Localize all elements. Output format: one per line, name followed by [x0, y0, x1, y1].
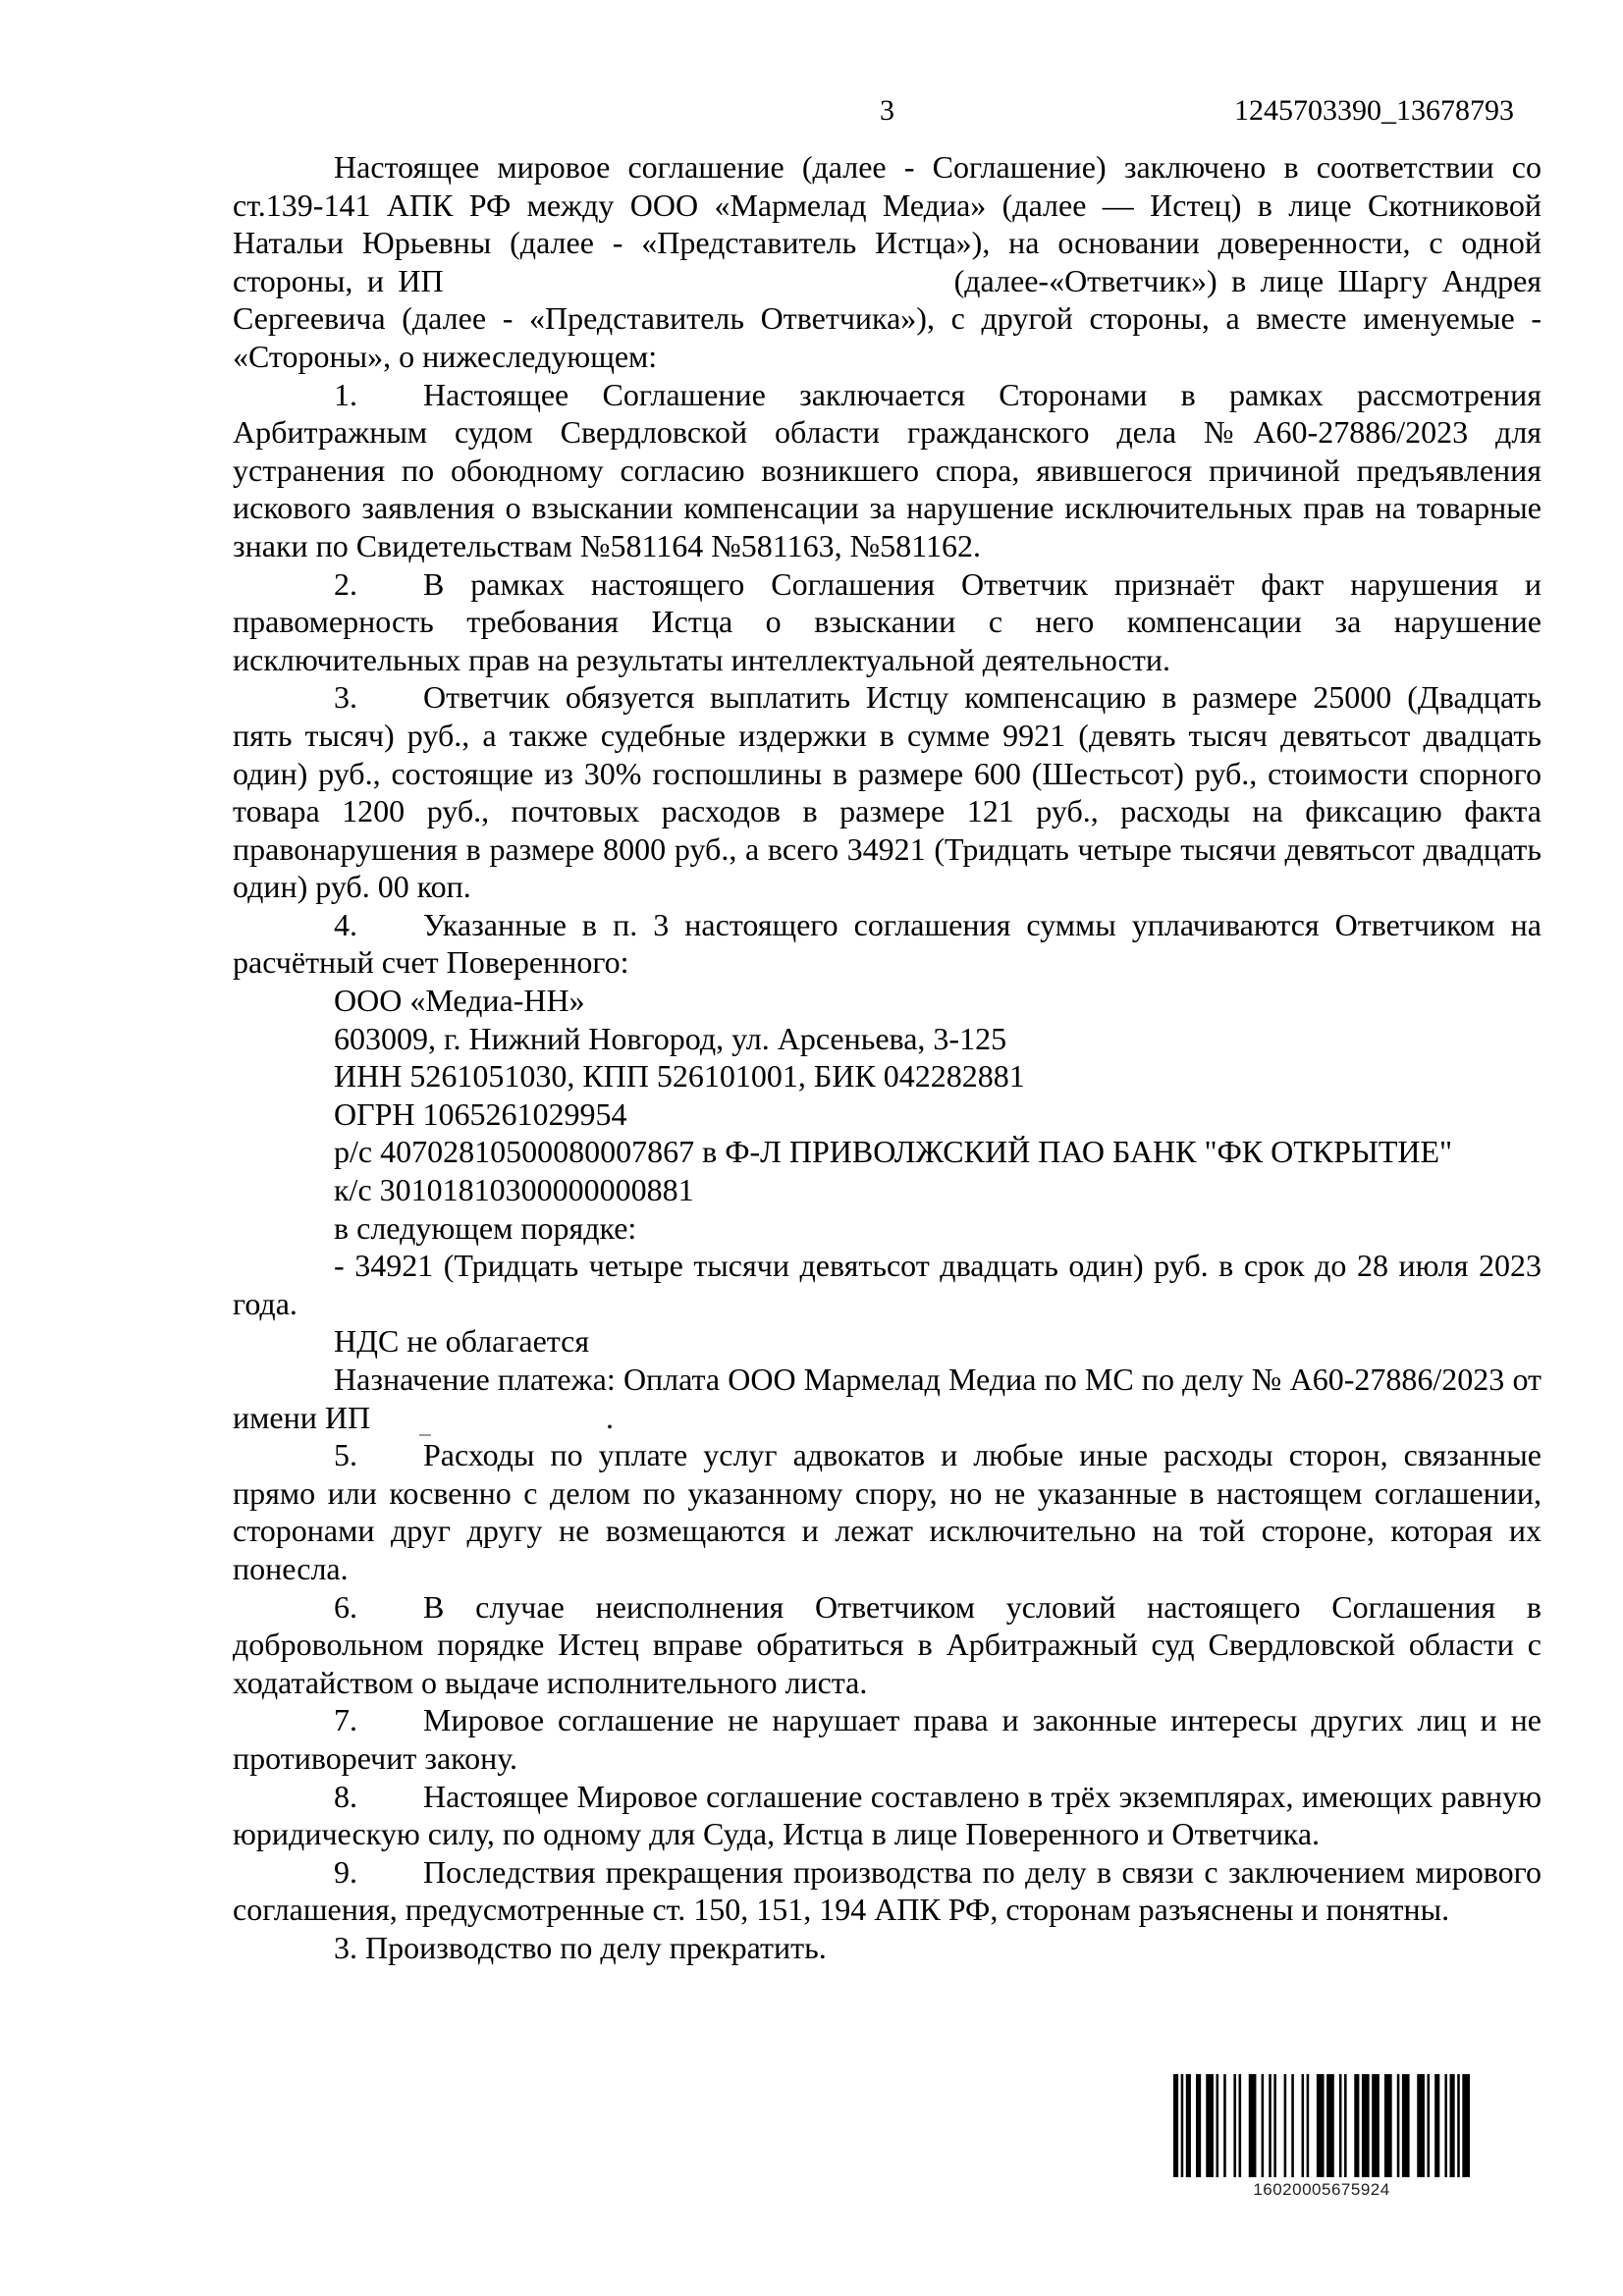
payment-purpose	[233, 1361, 1542, 1436]
clause-4	[233, 906, 1542, 982]
clause-5-text: Расходы по уплате услуг адвокатов и любые иные расходы сторон, связанные прямо или косвенно с делом по указанному спору, но не указанные в настоящем соглашении, сторонами друг другу не возмещаются и лежат исключительно на той стороне, которая их понесла.	[233, 1437, 1542, 1586]
vat-note: НДС не облагается	[334, 1323, 590, 1360]
clause-7	[233, 1701, 1542, 1777]
clause-7-number: 7.	[334, 1702, 357, 1738]
case-termination-line: 3. Производство по делу прекратить.	[334, 1929, 827, 1965]
payment-purpose-period: .	[606, 1399, 615, 1435]
agreement-intro	[233, 148, 1542, 376]
clause-2	[233, 565, 1542, 679]
barcode-number: 16020005675924	[1253, 2180, 1390, 2199]
clause-2-text: В рамках настоящего Соглашения Ответчик признаёт факт нарушения и правомерность требования Истца о взыскании с него компенсации за нарушение исключительных прав на результаты интеллектуальной деятельности.	[233, 565, 1542, 677]
clause-7-text: Мировое соглашение не нарушает права и законные интересы других лиц и не противоречит закону.	[233, 1702, 1542, 1776]
tab-spacer	[357, 934, 423, 935]
corr-account-line: к/с 30101810300000000881	[334, 1172, 694, 1208]
barcode	[1173, 2074, 1470, 2200]
clause-6-text: В случае неисполнения Ответчиком условий настоящего Соглашения в добровольном порядке Истец вправе обратиться в Арбитражный суд Свердловской области с ходатайством о выдаче исполнительного листа.	[233, 1588, 1542, 1700]
clause-8-text: Настоящее Мировое соглашение составлено в трёх экземплярах, имеющих равную юридическую силу, по одному для Суда, Истца в лице Поверенного и Ответчика.	[233, 1778, 1542, 1852]
tab-spacer	[357, 404, 423, 405]
clause-6	[233, 1588, 1542, 1702]
tab-spacer	[357, 1617, 423, 1618]
tab-spacer	[357, 707, 423, 708]
tab-spacer	[357, 594, 423, 595]
tab-spacer	[357, 1806, 423, 1807]
clause-9	[233, 1853, 1542, 1929]
page-number: 3	[880, 94, 894, 127]
settlement-account-line: р/с 40702810500080007867 в Ф-Л ПРИВОЛЖСКИЙ ПАО БАНК "ФК ОТКРЫТИЕ"	[334, 1134, 1453, 1170]
intro-text-after-redaction: (далее-«Ответчик») в лице Шаргу Андрея Сергеевича (далее - «Представитель Ответчика»), с другой стороны, а вместе именуемые - «Стороны», о нижеследующем:	[233, 262, 1542, 374]
ogrn-line: ОГРН 1065261029954	[334, 1095, 627, 1132]
intro-text-before-redaction: Настоящее мировое соглашение (далее - Соглашение) заключено в соответствии со ст.139-141 АПК РФ между ООО «Мармелад Медиа» (далее — Истец) в лице Скотниковой Натальи Юрьевны (далее - «Представитель Истца»), на основании доверенности, с одной стороны, и ИП	[233, 149, 1542, 298]
clause-8	[233, 1778, 1542, 1853]
clause-3-number: 3.	[334, 679, 357, 716]
barcode-bars-icon	[1173, 2074, 1470, 2177]
clause-9-text: Последствия прекращения производства по делу в связи с заключением мирового соглашения, предусмотренные ст. 150, 151, 194 АПК РФ, сторонам разъяснены и понятны.	[233, 1853, 1542, 1928]
inn-kpp-bik-line: ИНН 5261051030, КПП 526101001, БИК 042282881	[334, 1058, 1025, 1095]
clause-9-number: 9.	[334, 1853, 357, 1890]
clause-3	[233, 678, 1542, 906]
clause-5	[233, 1436, 1542, 1587]
payee-name-line: ООО «Медиа-НН»	[334, 983, 585, 1019]
document-id: 1245703390_13678793	[1234, 94, 1514, 127]
tab-spacer	[357, 1882, 423, 1883]
tab-spacer	[357, 1730, 423, 1731]
payee-address-line: 603009, г. Нижний Новгород, ул. Арсеньева, 3-125	[334, 1020, 1007, 1056]
redacted-respondent-name	[444, 291, 954, 292]
clause-1-text: Настоящее Соглашение заключается Сторонами в рамках рассмотрения Арбитражным судом Свердловской области гражданского дела №А60-27886/2023 для устранения по обоюдному согласию возникшего спора, явившегося причиной предъявления искового заявления о взыскании компенсации за нарушение исключительных прав на товарные знаки по Свидетельствам №581164 №581163, №581162.	[233, 376, 1542, 563]
clause-6-number: 6.	[334, 1588, 357, 1625]
page-header	[233, 94, 1542, 133]
clause-1	[233, 376, 1542, 565]
clause-8-number: 8.	[334, 1778, 357, 1814]
redacted-payer-name	[370, 1427, 606, 1428]
tab-spacer	[357, 1465, 423, 1466]
clause-3-text: Ответчик обязуется выплатить Истцу компенсацию в размере 25000 (Двадцать пять тысяч) руб., а также судебные издержки в сумме 9921 (девять тысяч девятьсот двадцать один) руб., состоящие из 30% госпошлины в размере 600 (Шестьсот) руб., стоимости спорного товара 1200 руб., почтовых расходов в размере 121 руб., расходы на фиксацию факта правонарушения в размере 8000 руб., а всего 34921 (Тридцать четыре тысячи девятьсот двадцать один) руб. 00 коп.	[233, 679, 1542, 905]
clause-4-text: Указанные в п. 3 настоящего соглашения суммы уплачиваются Ответчиком на расчётный счет Поверенного:	[233, 906, 1542, 981]
payment-amount-deadline: - 34921 (Тридцать четыре тысячи девятьсот двадцать один) руб. в срок до 28 июля 2023 года.	[233, 1248, 1542, 1321]
payment-order-intro-line: в следующем порядке:	[334, 1209, 637, 1246]
agreement-body	[233, 148, 1542, 1967]
clause-4-number: 4.	[334, 906, 357, 942]
clause-2-number: 2.	[334, 565, 357, 602]
clause-5-number: 5.	[334, 1437, 357, 1473]
clause-1-number: 1.	[334, 376, 357, 412]
payment-purpose-text: Назначение платежа: Оплата ООО Мармелад Медиа по МС по делу № А60-27886/2023 от имени ИП	[233, 1362, 1542, 1435]
